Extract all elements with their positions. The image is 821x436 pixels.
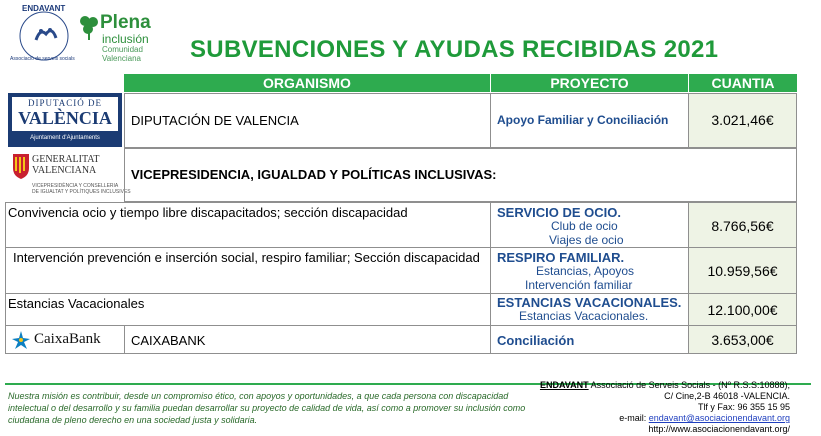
vacaciones-proyecto-line1: Estancias Vacacionales.	[519, 309, 649, 323]
diputacion-organismo: DIPUTACIÓN DE VALENCIA	[131, 113, 299, 128]
vacaciones-proyecto-cell	[490, 293, 689, 326]
endavant-logo	[8, 4, 80, 64]
caixabank-proyecto: Conciliación	[497, 333, 575, 348]
diputacion-cuantia-cell	[688, 93, 797, 148]
respiro-proyecto-line1: Estancias, Apoyos	[536, 264, 635, 278]
caixabank-logo-cell	[5, 325, 125, 354]
diputacion-logo: DIPUTACIÓ DE VALÈNCIA Ajuntament d'Ajuntaments	[8, 93, 122, 147]
caixabank-organismo-cell	[124, 325, 491, 354]
ocio-proyecto-title: SERVICIO DE OCIO.	[497, 205, 622, 220]
vacaciones-cuantia-cell	[688, 293, 797, 326]
caixabank-cuantia-cell	[688, 325, 797, 354]
ocio-organismo-cell	[5, 202, 491, 248]
ocio-organismo: Convivencia ocio y tiempo libre discapacitados; sección discapacidad	[8, 205, 408, 220]
caixabank-star-icon	[10, 330, 32, 350]
caixabank-cuantia: 3.653,00€	[711, 332, 774, 348]
page-title: SUBVENCIONES Y AYUDAS RECIBIDAS 2021	[190, 36, 719, 63]
generalitat-organismo: VICEPRESIDENCIA, IGUALDAD Y POLÍTICAS INCLUSIVAS:	[131, 167, 497, 182]
header-organismo: ORGANISMO	[124, 74, 490, 92]
plena-title: Plena	[100, 12, 151, 33]
diputacion-cuantia: 3.021,46€	[711, 112, 774, 128]
footer-org-desc: Associació de Serveis Socials - (Nº R.S.S:10888),	[588, 380, 790, 390]
footer-address: C/ Cine,2-B 46018 -VALENCIA.	[664, 391, 790, 401]
header-proyecto: PROYECTO	[491, 74, 688, 92]
footer-email-link[interactable]: endavant@asociacionendavant.org	[648, 413, 790, 423]
respiro-cuantia-cell	[688, 247, 797, 294]
footer-org-name: ENDAVANT	[539, 380, 589, 390]
ocio-cuantia: 8.766,56€	[711, 218, 774, 234]
endavant-logo-text: ENDAVANT	[22, 4, 66, 13]
vacaciones-proyecto-title: ESTANCIAS VACACIONALES.	[497, 295, 682, 310]
respiro-proyecto-line2: Intervención familiar	[525, 278, 633, 292]
vacaciones-organismo-cell	[5, 293, 491, 326]
plena-flower-icon	[78, 14, 100, 40]
respiro-proyecto-cell	[490, 247, 689, 294]
diputacion-organismo-cell	[124, 93, 491, 148]
caixabank-logo-text: CaixaBank	[34, 331, 101, 347]
footer-email-label: e-mail:	[619, 413, 649, 423]
respiro-organismo: Intervención prevención e inserción social, respiro familiar; Sección discapacidad	[13, 250, 480, 265]
generalitat-shield-icon	[12, 152, 30, 180]
ocio-cuantia-cell	[688, 202, 797, 248]
caixabank-proyecto-cell	[490, 325, 689, 354]
respiro-cuantia: 10.959,56€	[707, 263, 778, 279]
footer-mission: Nuestra misión es contribuir, desde un compromiso ético, con apoyos y oportunidades, a que cada persona con discapacidad intelectual o del desarrollo y su familia puedan desarrollar su proyecto de calidad de vida, así como a promover su inclusión como ciudadana de pleno derecho en una sociedad justa y solidaria.	[8, 391, 526, 425]
endavant-logo-subtext: Associació de serveis socials	[10, 56, 75, 62]
footer-web[interactable]: http://www.asociacionendavant.org/	[648, 424, 790, 434]
plena-region: Comunidad Valenciana	[102, 45, 143, 63]
footer-contact	[490, 380, 790, 435]
ocio-proyecto-line1: Club de ocio	[551, 219, 618, 233]
respiro-organismo-cell	[5, 247, 491, 294]
header-cuantia: CUANTIA	[689, 74, 797, 92]
ocio-proyecto-cell	[490, 202, 689, 248]
plena-sub: inclusión	[102, 32, 149, 46]
respiro-proyecto-title: RESPIRO FAMILIAR.	[497, 250, 625, 265]
footer-phone: Tlf y Fax: 96 355 15 95	[697, 402, 790, 412]
generalitat-organismo-cell	[124, 148, 797, 202]
generalitat-logo: GENERALITAT VALENCIANA VICEPRESIDÈNCIA Y CONSELLERIA DE IGUALTAT Y POLÍTIQUES INCLUSIVES	[8, 150, 122, 200]
caixabank-organismo: CAIXABANK	[131, 333, 206, 348]
vacaciones-cuantia: 12.100,00€	[707, 302, 778, 318]
diputacion-proyecto: Apoyo Familiar y Conciliación	[497, 113, 669, 127]
diputacion-proyecto-cell	[490, 93, 689, 148]
vacaciones-organismo: Estancias Vacacionales	[8, 296, 145, 311]
ocio-proyecto-line2: Viajes de ocio	[549, 233, 624, 247]
